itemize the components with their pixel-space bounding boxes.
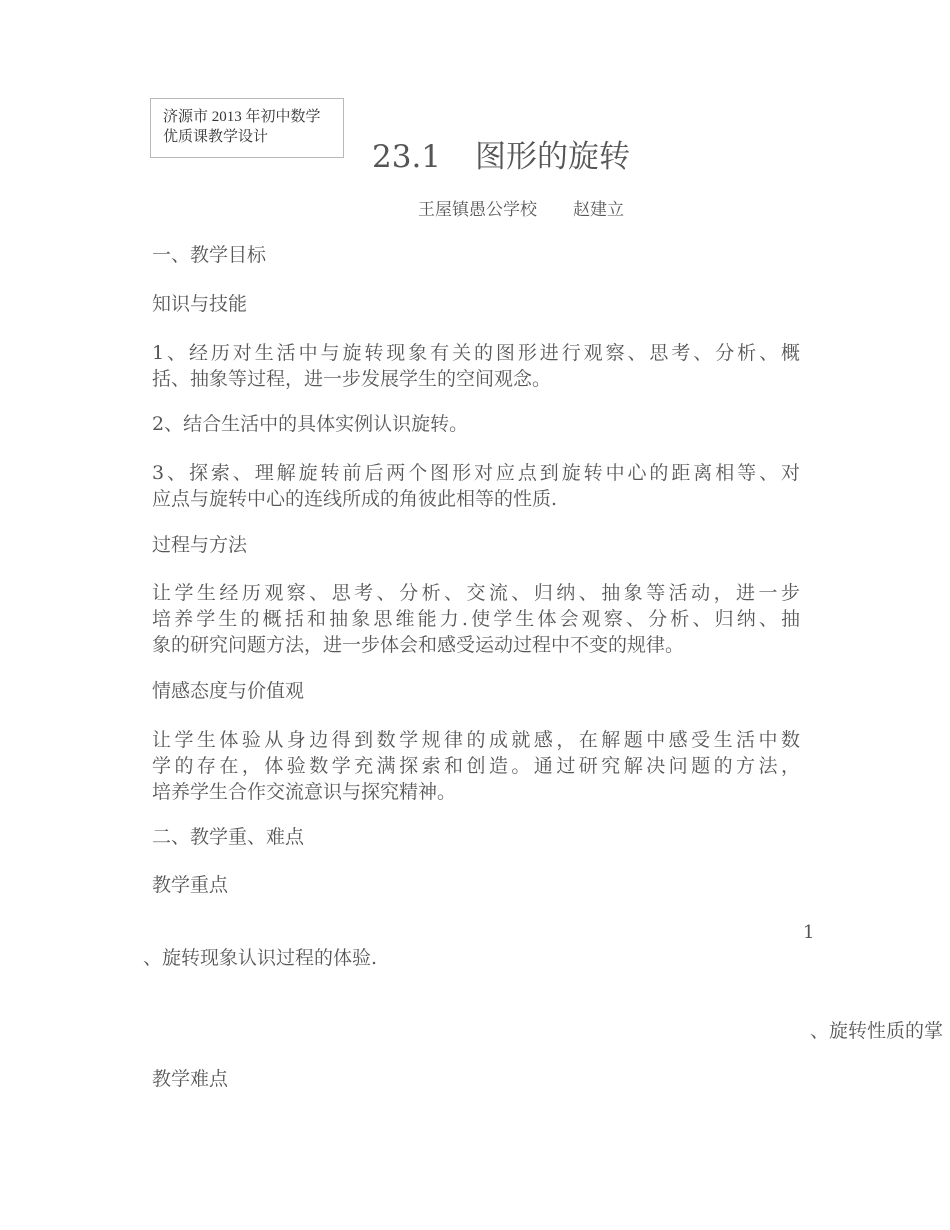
subheading-knowledge: 知识与技能 (152, 293, 248, 315)
author-name: 赵建立 (573, 200, 624, 220)
title-number: 23.1 (372, 139, 442, 175)
emotion-line: 学的存在，体验数学充满探索和创造。通过研究解决问题的方法， (152, 755, 800, 777)
header-label-line2: 优质课教学设计 (163, 129, 269, 145)
header-label-line1: 济源市 2013 年初中数学 (163, 109, 321, 125)
process-line: 培养学生的概括和抽象思维能力.使学生体会观察、分析、归纳、抽 (152, 608, 800, 630)
subheading-difficulty: 教学难点 (152, 1068, 229, 1090)
emotion-line: 培养学生合作交流意识与探究精神。 (152, 781, 457, 803)
process-line: 让学生经历观察、思考、分析、交流、归纳、抽象等活动，进一步 (152, 582, 800, 604)
subheading-process: 过程与方法 (152, 534, 248, 556)
title-text: 图形的旋转 (475, 139, 631, 175)
process-line: 象的研究问题方法，进一步体会和感受运动过程中不变的规律。 (152, 634, 685, 656)
knowledge-item-3 (152, 460, 800, 512)
author-school: 王屋镇愚公学校 (418, 200, 537, 220)
knowledge-item-2: 2、结合生活中的具体实例认识旋转。 (152, 413, 469, 435)
item-number: 1 (803, 922, 815, 943)
key-point-2: 、旋转性质的掌 (810, 1020, 944, 1042)
subheading-emotion: 情感态度与价值观 (152, 680, 305, 702)
subheading-key-points: 教学重点 (152, 874, 229, 896)
author-line (418, 196, 624, 224)
section-heading-goals: 一、教学目标 (152, 244, 267, 266)
knowledge-item-1-line: 括、抽象等过程，进一步发展学生的空间观念。 (152, 368, 552, 390)
key-point-1: 、旋转现象认识过程的体验. (143, 947, 378, 969)
process-paragraph (152, 580, 800, 658)
emotion-line: 让学生体验从身边得到数学规律的成就感，在解题中感受生活中数 (152, 729, 800, 751)
section-heading-key: 二、教学重、难点 (152, 826, 305, 848)
knowledge-item-1 (152, 340, 800, 392)
knowledge-item-1-line: 1、经历对生活中与旋转现象有关的图形进行观察、思考、分析、概 (152, 342, 800, 364)
page-title (372, 132, 630, 182)
knowledge-item-3-line: 3、探索、理解旋转前后两个图形对应点到旋转中心的距离相等、对 (152, 462, 800, 484)
emotion-paragraph (152, 727, 800, 805)
knowledge-item-3-line: 应点与旋转中心的连线所成的角彼此相等的性质. (152, 488, 558, 510)
header-label-box (150, 98, 344, 158)
